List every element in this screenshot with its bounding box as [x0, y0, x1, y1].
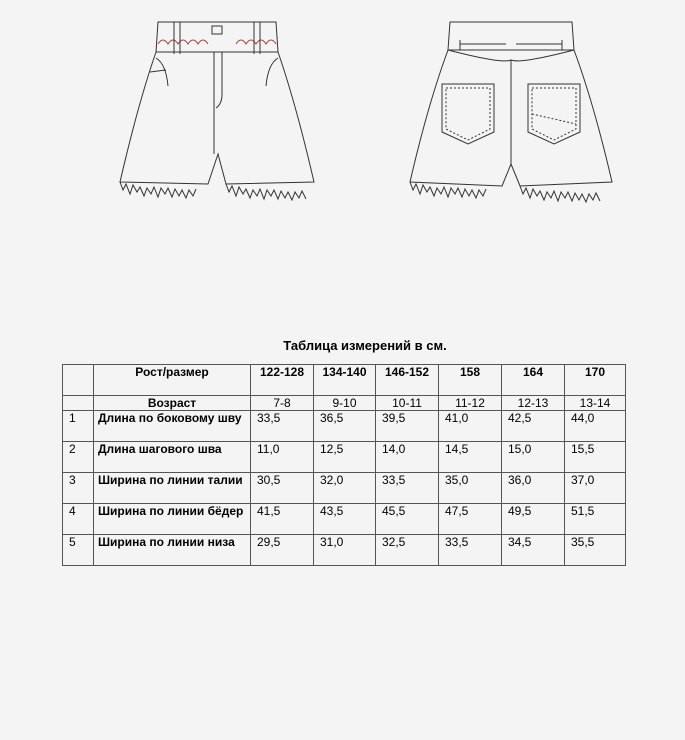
corner-cell	[63, 396, 94, 411]
value-cell: 31,0	[314, 535, 376, 566]
age-cell: 12-13	[502, 396, 565, 411]
value-cell: 15,5	[565, 442, 626, 473]
table-row	[63, 442, 626, 473]
measurement-name: Длина по боковому шву	[94, 411, 251, 442]
age-cell: 13-14	[565, 396, 626, 411]
value-cell: 39,5	[376, 411, 439, 442]
row-number: 2	[63, 442, 94, 473]
value-cell: 43,5	[314, 504, 376, 535]
measurement-table	[62, 364, 626, 566]
value-cell: 33,5	[376, 473, 439, 504]
table-title: Таблица измерений в см.	[283, 338, 447, 353]
value-cell: 33,5	[251, 411, 314, 442]
value-cell: 32,0	[314, 473, 376, 504]
shorts-front-sketch	[108, 14, 324, 206]
value-cell: 32,5	[376, 535, 439, 566]
size-cell: 158	[439, 365, 502, 396]
corner-cell	[63, 365, 94, 396]
value-cell: 11,0	[251, 442, 314, 473]
value-cell: 29,5	[251, 535, 314, 566]
age-cell: 9-10	[314, 396, 376, 411]
value-cell: 49,5	[502, 504, 565, 535]
row-number: 1	[63, 411, 94, 442]
value-cell: 35,5	[565, 535, 626, 566]
value-cell: 42,5	[502, 411, 565, 442]
value-cell: 47,5	[439, 504, 502, 535]
measurement-name: Ширина по линии низа	[94, 535, 251, 566]
shorts-back-sketch	[402, 14, 620, 206]
value-cell: 44,0	[565, 411, 626, 442]
row-number: 4	[63, 504, 94, 535]
age-cell: 7-8	[251, 396, 314, 411]
value-cell: 30,5	[251, 473, 314, 504]
age-cell: 10-11	[376, 396, 439, 411]
table-row	[63, 504, 626, 535]
size-cell: 164	[502, 365, 565, 396]
age-cell: 11-12	[439, 396, 502, 411]
age-label: Возраст	[94, 396, 251, 411]
age-row	[63, 396, 626, 411]
value-cell: 35,0	[439, 473, 502, 504]
value-cell: 45,5	[376, 504, 439, 535]
value-cell: 41,0	[439, 411, 502, 442]
sizes-header-row	[63, 365, 626, 396]
value-cell: 14,0	[376, 442, 439, 473]
row-number: 3	[63, 473, 94, 504]
value-cell: 15,0	[502, 442, 565, 473]
row-number: 5	[63, 535, 94, 566]
size-cell: 134-140	[314, 365, 376, 396]
value-cell: 33,5	[439, 535, 502, 566]
table-row	[63, 473, 626, 504]
value-cell: 41,5	[251, 504, 314, 535]
size-cell: 146-152	[376, 365, 439, 396]
measurement-name: Длина шагового шва	[94, 442, 251, 473]
value-cell: 37,0	[565, 473, 626, 504]
measurement-name: Ширина по линии талии	[94, 473, 251, 504]
table-row	[63, 535, 626, 566]
value-cell: 12,5	[314, 442, 376, 473]
value-cell: 34,5	[502, 535, 565, 566]
measurement-name: Ширина по линии бёдер	[94, 504, 251, 535]
table-row	[63, 411, 626, 442]
value-cell: 36,5	[314, 411, 376, 442]
size-cell: 170	[565, 365, 626, 396]
sizes-header-label: Рост/размер	[94, 365, 251, 396]
size-cell: 122-128	[251, 365, 314, 396]
value-cell: 36,0	[502, 473, 565, 504]
value-cell: 51,5	[565, 504, 626, 535]
value-cell: 14,5	[439, 442, 502, 473]
